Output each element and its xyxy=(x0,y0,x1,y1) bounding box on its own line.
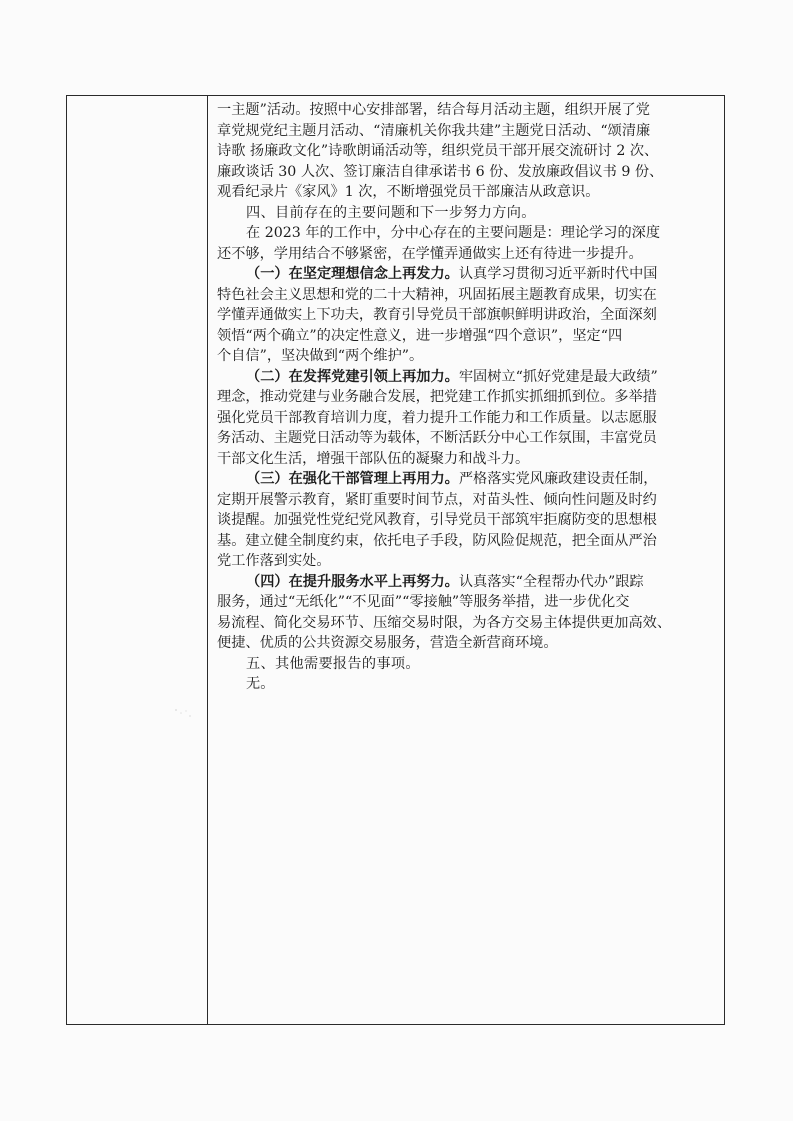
text-line xyxy=(217,490,717,511)
text-line xyxy=(217,674,717,695)
line-text: 五、其他需要报告的事项。 xyxy=(246,655,420,672)
text-line xyxy=(217,346,717,367)
line-text: 认真学习贯彻习近平新时代中国 xyxy=(458,266,658,282)
text-line xyxy=(217,100,717,121)
line-text: 章党规党纪主题月活动、“清廉机关你我共建”主题党日活动、“颂清廉 xyxy=(217,122,651,139)
text-line xyxy=(217,510,717,531)
line-text: 廉政谈话 30 人次、签订廉洁自律承诺书 6 份、发放廉政倡议书 9 份、 xyxy=(217,163,664,180)
text-line xyxy=(217,572,717,593)
text-line xyxy=(217,551,717,572)
text-line xyxy=(217,387,717,408)
line-text: 在 2023 年的工作中，分中心存在的主要问题是：理论学习的深度 xyxy=(246,225,661,241)
line-text: 基。建立健全制度约束，依托电子手段，防风险促规范，把全面从严治 xyxy=(217,532,657,549)
line-text: 特色社会主义思想和党的二十大精神，巩固拓展主题教育成果，切实在 xyxy=(217,286,657,303)
subsection-heading: （一）在坚定理想信念上再发力。 xyxy=(246,266,459,282)
text-line xyxy=(217,531,717,552)
report-table xyxy=(66,95,725,1025)
text-line xyxy=(217,449,717,470)
text-line xyxy=(217,592,717,613)
scan-smudge xyxy=(172,706,196,720)
text-line xyxy=(217,244,717,265)
text-line xyxy=(217,223,717,244)
line-text: 服务，通过“无纸化”“不见面”“零接触”等服务举措，进一步优化交 xyxy=(217,594,630,610)
line-text: 诗歌 扬廉政文化”诗歌朗诵活动等，组织党员干部开展交流研讨 2 次、 xyxy=(217,143,659,159)
table-content-cell xyxy=(217,100,717,695)
subsection-heading: （三）在强化干部管理上再用力。 xyxy=(246,471,459,487)
line-text: 观看纪录片《家风》1 次，不断增强党员干部廉洁从政意识。 xyxy=(217,184,600,200)
text-line xyxy=(217,305,717,326)
text-line xyxy=(217,428,717,449)
line-text: 强化党员干部教育培训力度，着力提升工作能力和工作质量。以志愿服 xyxy=(217,409,657,426)
text-line xyxy=(217,162,717,183)
text-line xyxy=(217,469,717,490)
line-text: 便捷、优质的公共资源交易服务，营造全新营商环境。 xyxy=(217,635,558,651)
line-text: 领悟“两个确立”的决定性意义，进一步增强“四个意识”，坚定“四 xyxy=(217,327,623,344)
text-line xyxy=(217,633,717,654)
line-text: 一主题”活动。按照中心安排部署，结合每月活动主题，组织开展了党 xyxy=(217,102,650,118)
section-heading xyxy=(217,203,717,224)
line-text: 还不够，学用结合不够紧密，在学懂弄通做实上还有待进一步提升。 xyxy=(217,245,643,262)
text-line xyxy=(217,182,717,203)
line-text: 学懂弄通做实上下功夫，教育引导党员干部旗帜鲜明讲政治，全面深刻 xyxy=(217,307,657,323)
line-text: 党工作落到实处。 xyxy=(217,553,331,569)
line-text: 无。 xyxy=(246,676,275,692)
text-line xyxy=(217,264,717,285)
line-text: 务活动、主题党日活动等为载体，不断活跃分中心工作氛围，丰富党员 xyxy=(217,430,657,446)
line-text: 理念，推动党建与业务融合发展，把党建工作抓实抓细抓到位。多举措 xyxy=(217,389,657,405)
text-line xyxy=(217,141,717,162)
text-line xyxy=(217,121,717,142)
line-text: 个自信”，坚决做到“两个维护”。 xyxy=(217,348,424,364)
line-text: 认真落实“全程帮办代办”跟踪 xyxy=(458,573,644,590)
text-line xyxy=(217,408,717,429)
line-text: 定期开展警示教育，紧盯重要时间节点，对苗头性、倾向性问题及时约 xyxy=(217,491,657,508)
subsection-heading: （四）在提升服务水平上再努力。 xyxy=(246,573,459,590)
text-line xyxy=(217,367,717,388)
line-text: 谈提醒。加强党性党纪党风教育，引导党员干部筑牢拒腐防变的思想根 xyxy=(217,512,657,528)
section-heading xyxy=(217,654,717,675)
line-text: 四、目前存在的主要问题和下一步努力方向。 xyxy=(246,204,536,221)
table-label-column xyxy=(67,96,208,1024)
text-line xyxy=(217,326,717,347)
subsection-heading: （二）在发挥党建引领上再加力。 xyxy=(246,368,459,385)
line-text: 易流程、简化交易环节、压缩交易时限，为各方交易主体提供更加高效、 xyxy=(217,614,672,631)
text-line xyxy=(217,613,717,634)
text-line xyxy=(217,285,717,306)
line-text: 牢固树立“抓好党建是最大政绩” xyxy=(458,368,658,385)
line-text: 干部文化生活，增强干部队伍的凝聚力和战斗力。 xyxy=(217,450,530,467)
line-text: 严格落实党风廉政建设责任制， xyxy=(458,471,658,487)
